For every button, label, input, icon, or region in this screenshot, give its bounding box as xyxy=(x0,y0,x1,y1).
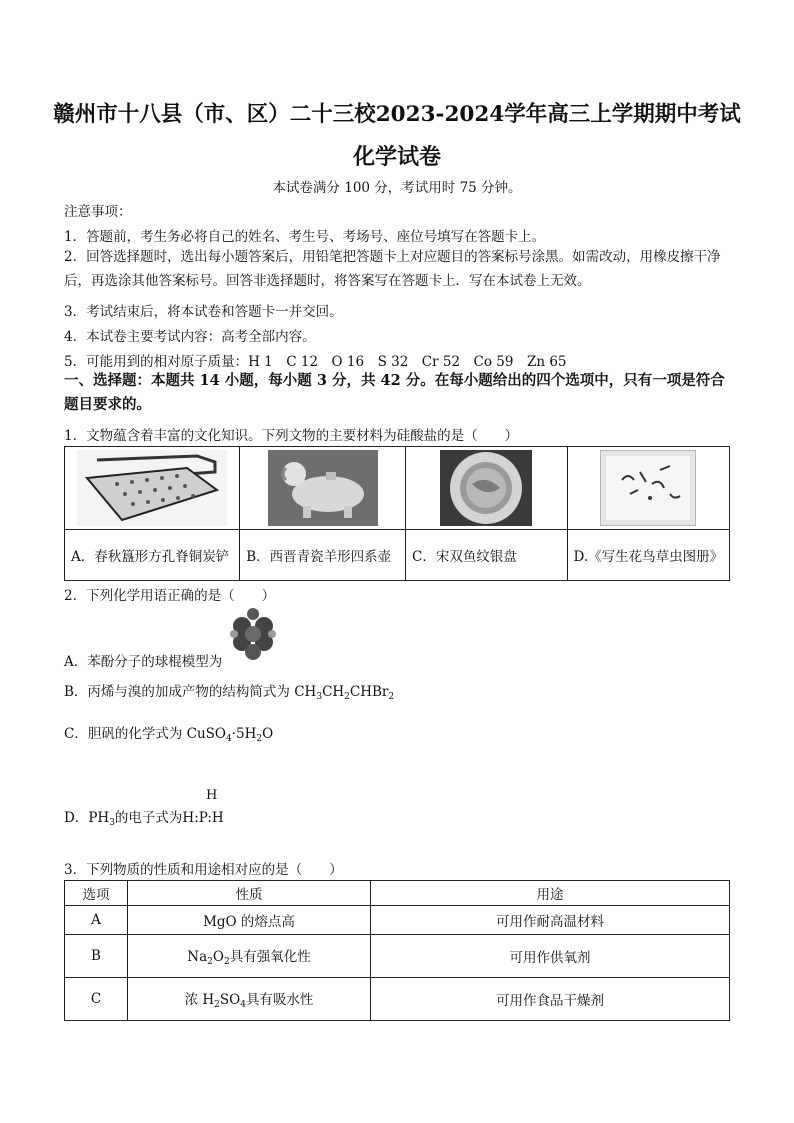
option-d-caption: D.《写生花鸟草虫图册》 xyxy=(567,530,730,581)
option-a-text: A．苯酚分子的球棍模型为 xyxy=(64,654,223,670)
phenol-ball-stick-model-icon xyxy=(228,606,278,662)
electron-formula: H:P:H xyxy=(182,810,224,826)
question-2-stem: 2．下列化学用语正确的是（ ） xyxy=(64,588,276,604)
option-c-caption: C．宋双鱼纹银盘 xyxy=(405,530,567,581)
option-d-image-cell xyxy=(567,447,730,530)
table-row: C 浓 $H_2SO_4$具有吸水性 可用作食品干燥剂 xyxy=(65,978,730,1021)
question-2-option-d: D．$PH_3$的电子式为H:P:H xyxy=(64,810,224,828)
question-3-table xyxy=(64,880,730,1021)
option-a-caption: A．春秋簋形方孔脊铜炭铲 xyxy=(65,530,240,581)
silver-plate-image xyxy=(440,450,532,526)
note-item: 2．回答选择题时，选出每小题答案后，用铅笔把答题卡上对应题目的答案标号涂黑。如需改动，用橡皮擦干净后，再选涂其他答案标号。回答非选择题时，将答案写在答题卡上．写在本试卷上无效。 xyxy=(64,249,721,289)
question-2-option-c: C．胆矾的化学式为 $CuSO_4\cdot 5H_2O$ xyxy=(64,726,274,744)
question-1-options-table xyxy=(64,446,730,581)
note-item: 5．可能用到的相对原子质量：H 1 C 12 O 16 S 32 Cr 52 Co 59 Zn 65 xyxy=(64,354,567,370)
exam-title: 赣州市十八县（市、区）二十三校2023-2024学年高三上学期期中考试 xyxy=(53,102,741,127)
notes-heading: 注意事项： xyxy=(64,204,132,220)
question-1-stem: 1．文物蕴含着丰富的文化知识。下列文物的主要材料为硅酸盐的是（ ） xyxy=(64,428,519,444)
electron-formula-top-h: H xyxy=(206,788,218,803)
exam-subject-title: 化学试卷 xyxy=(352,144,441,170)
exam-info: 本试卷满分 100 分，考试用时 75 分钟。 xyxy=(272,180,522,196)
header-property: 性质 xyxy=(128,881,371,906)
table-row: A MgO 的熔点高 可用作耐高温材料 xyxy=(65,906,730,935)
painting-album-image xyxy=(600,450,696,526)
option-a-image-cell xyxy=(65,447,240,530)
table-row: B $Na_2O_2$具有强氧化性 可用作供氧剂 xyxy=(65,935,730,978)
note-item: 1．答题前，考生务必将自己的姓名、考生号、考场号、座位号填写在答题卡上。 xyxy=(64,229,546,245)
bronze-shovel-image xyxy=(77,450,227,526)
note-item: 4．本试卷主要考试内容：高考全部内容。 xyxy=(64,329,316,345)
question-2-option-a xyxy=(64,650,222,670)
question-2-option-b: B．丙烯与溴的加成产物的结构简式为 $CH_3CH_2CHBr_2$ xyxy=(64,684,395,702)
option-b-caption: B．西晋青瓷羊形四系壶 xyxy=(240,530,406,581)
question-3-stem: 3．下列物质的性质和用途相对应的是（ ） xyxy=(64,862,343,878)
celadon-sheep-image xyxy=(268,450,378,526)
option-b-image-cell xyxy=(240,447,406,530)
note-item: 3．考试结束后，将本试卷和答题卡一并交回。 xyxy=(64,304,343,320)
option-c-image-cell xyxy=(405,447,567,530)
header-option: 选项 xyxy=(65,881,128,906)
section-heading: 一、选择题：本题共 14 小题，每小题 3 分，共 42 分。在每小题给出的四个选项中，只有一项是符合题目要求的。 xyxy=(64,372,725,413)
header-use: 用途 xyxy=(371,881,730,906)
